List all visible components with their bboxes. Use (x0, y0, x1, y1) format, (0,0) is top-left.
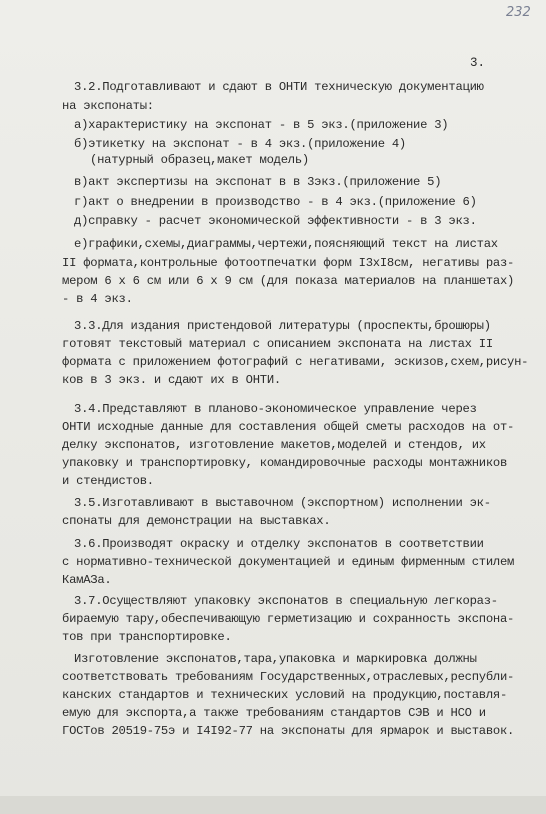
text-line: 3.3.Для издания пристендовой литературы (проспекты,брошюры) (74, 319, 491, 333)
text-line: тов при транспортировке. (62, 630, 232, 644)
text-line: д)справку - расчет экономической эффективности - в 3 экз. (74, 214, 477, 228)
text-line: 3.7.Осуществляют упаковку экспонатов в специальную легкораз- (74, 594, 498, 608)
text-line: канских стандартов и технических условий на продукцию,поставля- (62, 688, 508, 702)
text-line: в)акт экспертизы на экспонат в в 3экз.(приложение 5) (74, 175, 442, 189)
page-number: 3. (470, 56, 486, 70)
text-line: с нормативно-технической документацией и единым фирменным стилем (62, 555, 515, 569)
text-line: - в 4 экз. (62, 292, 133, 306)
text-line: упаковку и транспортировку, командировочные расходы монтажников (62, 456, 508, 470)
text-line: II формата,контрольные фотоотпечатки форм I3xI8см, негативы раз- (62, 256, 515, 270)
page-edge (0, 796, 546, 814)
text-line: ков в 3 экз. и сдают их в ОНТИ. (62, 373, 281, 387)
text-line: 3.4.Представляют в планово-экономическое управление через (74, 402, 477, 416)
text-line: на экспонаты: (62, 99, 154, 113)
text-line: и стендистов. (62, 474, 154, 488)
text-line: делку экспонатов, изготовление макетов,моделей и стендов, их (62, 438, 486, 452)
text-line: е)графики,схемы,диаграммы,чертежи,поясняющий текст на листах (74, 237, 498, 251)
text-line: г)акт о внедрении в производство - в 4 экз.(приложение 6) (74, 195, 477, 209)
text-line: КамАЗа. (62, 573, 112, 587)
text-line: бираемую тару,обеспечивающую герметизацию и сохранность экспона- (62, 612, 515, 626)
text-line: б)этикетку на экспонат - в 4 экз.(приложение 4) (74, 137, 406, 151)
text-line: емую для экспорта,а также требованиям стандартов СЭВ и НСО и (62, 706, 486, 720)
text-line: соответствовать требованиям Государственных,отраслевых,республи- (62, 670, 515, 684)
text-line: ОНТИ исходные данные для составления общей сметы расходов на от- (62, 420, 515, 434)
text-line: 3.6.Производят окраску и отделку экспонатов в соответствии (74, 537, 484, 551)
text-line: 3.2.Подготавливают и сдают в ОНТИ техническую документацию (74, 80, 484, 94)
text-line: 3.5.Изготавливают в выставочном (экспортном) исполнении эк- (74, 496, 491, 510)
text-line: а)характеристику на экспонат - в 5 экз.(приложение 3) (74, 118, 449, 132)
text-line: формата с приложением фотографий с негативами, эскизов,схем,рисун- (62, 355, 529, 369)
archive-number: 232 (506, 5, 531, 20)
text-line: спонаты для демонстрации на выставках. (62, 514, 331, 528)
text-line: мером 6 х 6 см или 6 х 9 см (для показа материалов на планшетах) (62, 274, 515, 288)
text-line: ГОСТов 20519-75э и I4I92-77 на экспонаты для ярмарок и выставок. (62, 724, 515, 738)
text-line: (натурный образец,макет модель) (90, 153, 309, 167)
text-line: готовят текстовый материал с описанием экспоната на листах II (62, 337, 493, 351)
text-line: Изготовление экспонатов,тара,упаковка и маркировка должны (74, 652, 477, 666)
